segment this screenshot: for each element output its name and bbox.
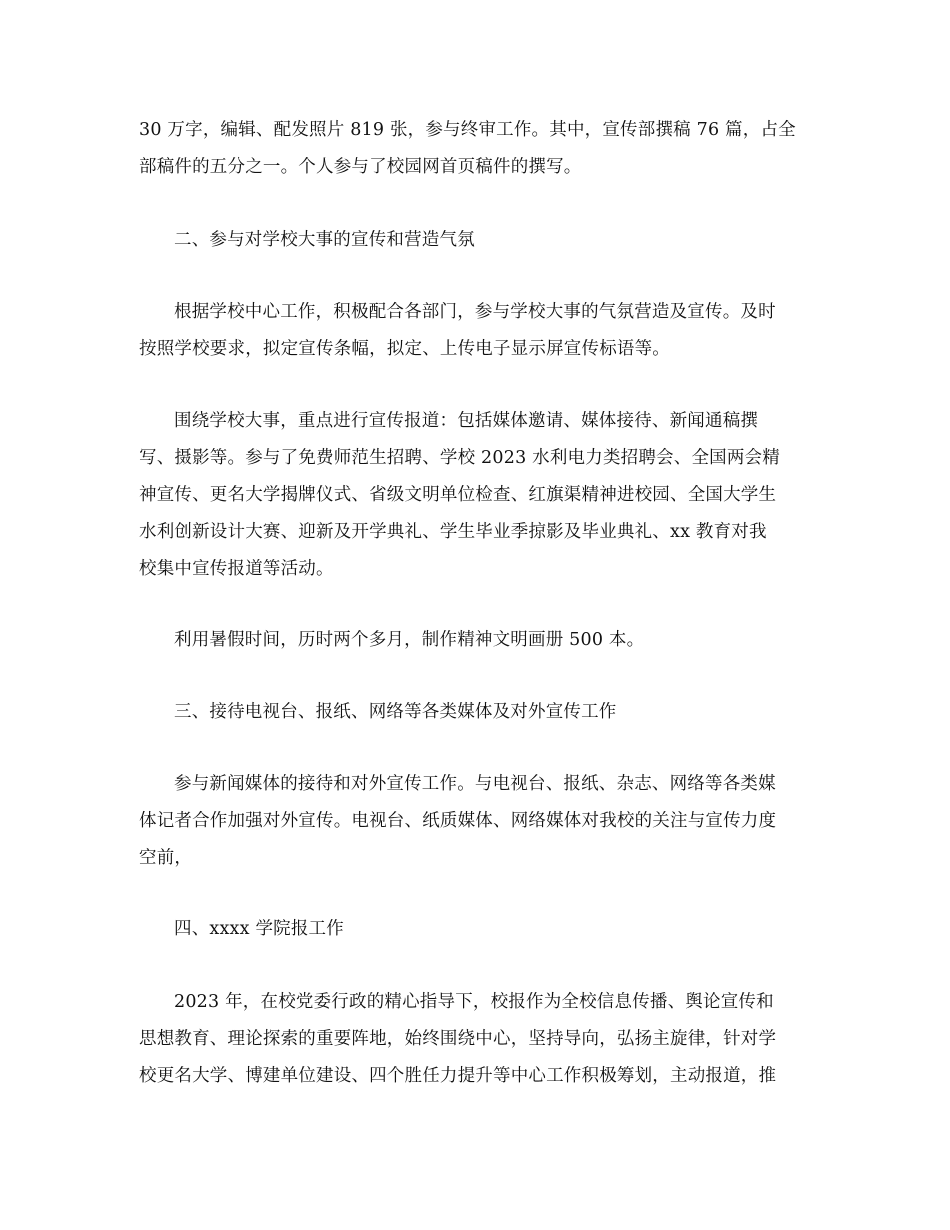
heading-text: 四、xxxx 学院报工作 [174, 919, 344, 939]
paragraph-album [139, 622, 854, 659]
text-line: 部稿件的五分之一。个人参与了校园网首页稿件的撰写。 [139, 157, 582, 177]
heading-text: 三、接待电视台、报纸、网络等各类媒体及对外宣传工作 [174, 702, 617, 722]
text-line: 空前， [139, 848, 193, 868]
text-line: 写、摄影等。参与了免费师范生招聘、学校 2023 水利电力类招聘会、全国两会精 [139, 448, 780, 468]
paragraph-media-reception [139, 766, 819, 877]
paragraph-school-newspaper [139, 984, 819, 1095]
paragraph-event-reporting [139, 403, 819, 588]
text-line: 校更名大学、博建单位建设、四个胜任力提升等中心工作积极筹划，主动报道，推 [139, 1066, 777, 1086]
paragraph-campus-events [139, 294, 819, 368]
section-heading-3 [139, 694, 854, 731]
paragraph-summary-stats [139, 112, 819, 186]
text-line: 利用暑假时间，历时两个多月，制作精神文明画册 500 本。 [174, 630, 645, 650]
text-line: 体记者合作加强对外宣传。电视台、纸质媒体、网络媒体对我校的关注与宣传力度 [139, 811, 777, 831]
text-line: 30 万字，编辑、配发照片 819 张，参与终审工作。其中，宣传部撰稿 76 篇，占全 [139, 120, 796, 140]
text-line: 按照学校要求，拟定宣传条幅，拟定、上传电子显示屏宣传标语等。 [139, 339, 670, 359]
text-line: 参与新闻媒体的接待和对外宣传工作。与电视台、报纸、杂志、网络等各类媒 [174, 774, 776, 794]
heading-text: 二、参与对学校大事的宣传和营造气氛 [174, 230, 475, 250]
text-line: 围绕学校大事，重点进行宣传报道：包括媒体邀请、媒体接待、新闻通稿撰 [174, 411, 759, 431]
text-line: 神宣传、更名大学揭牌仪式、省级文明单位检查、红旗渠精神进校园、全国大学生 [139, 485, 777, 505]
text-line: 根据学校中心工作，积极配合各部门，参与学校大事的气氛营造及宣传。及时 [174, 302, 776, 322]
text-line: 思想教育、理论探索的重要阵地，始终围绕中心，坚持导向，弘扬主旋律，针对学 [139, 1029, 777, 1049]
text-line: 水利创新设计大赛、迎新及开学典礼、学生毕业季掠影及毕业典礼、xx 教育对我 [139, 522, 767, 542]
section-heading-4 [139, 911, 854, 948]
section-heading-2 [139, 222, 854, 259]
text-line: 校集中宣传报道等活动。 [139, 559, 334, 579]
text-line: 2023 年，在校党委行政的精心指导下，校报作为全校信息传播、舆论宣传和 [174, 992, 774, 1012]
